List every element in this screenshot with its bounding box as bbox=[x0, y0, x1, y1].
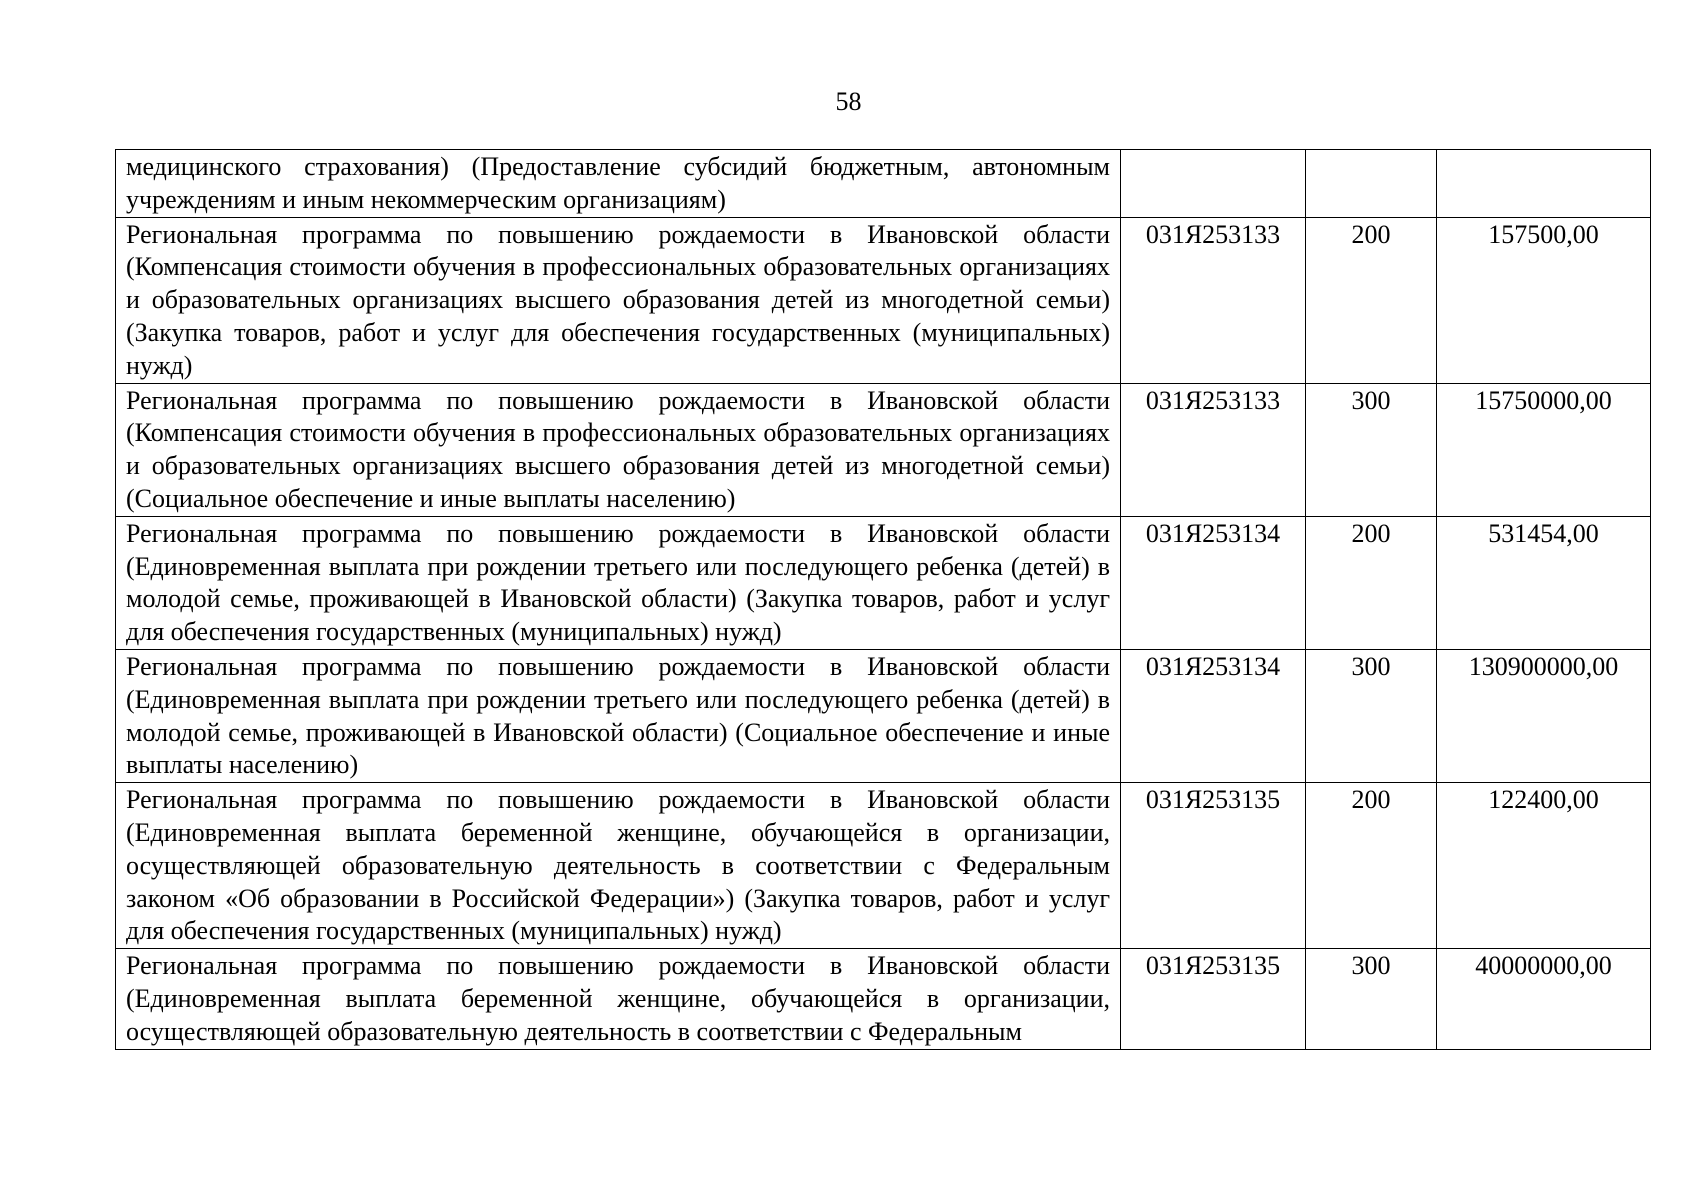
target-code-cell: 031Я253135 bbox=[1121, 949, 1306, 1049]
budget-table bbox=[115, 149, 1651, 1050]
table-row bbox=[116, 516, 1651, 649]
expense-type-cell: 300 bbox=[1306, 949, 1437, 1049]
table-row bbox=[116, 217, 1651, 383]
table-row bbox=[116, 949, 1651, 1049]
expense-name-cell: Региональная программа по повышению рождаемости в Ивановской области (Единовременная выплата беременной женщине, обучающейся в организации, осуществляющей образовательную деятельность в соответствии с Федеральным законом «Об образовании в Российской Федерации») (Закупка товаров, работ и услуг для обеспечения государственных (муниципальных) нужд) bbox=[116, 783, 1121, 949]
target-code-cell bbox=[1121, 150, 1306, 218]
expense-type-cell bbox=[1306, 150, 1437, 218]
amount-cell: 157500,00 bbox=[1437, 217, 1651, 383]
expense-type-cell: 200 bbox=[1306, 516, 1437, 649]
table-row bbox=[116, 783, 1651, 949]
table-row bbox=[116, 649, 1651, 782]
expense-name-cell: Региональная программа по повышению рождаемости в Ивановской области (Единовременная выплата беременной женщине, обучающейся в организации, осуществляющей образовательную деятельность в соответствии с Федеральным bbox=[116, 949, 1121, 1049]
page-number: 58 bbox=[835, 87, 862, 116]
expense-name-cell: Региональная программа по повышению рождаемости в Ивановской области (Единовременная выплата при рождении третьего или последующего ребенка (детей) в молодой семье, проживающей в Ивановской области) (Социальное обеспечение и иные выплаты населению) bbox=[116, 649, 1121, 782]
target-code-cell: 031Я253133 bbox=[1121, 383, 1306, 516]
amount-cell bbox=[1437, 150, 1651, 218]
target-code-cell: 031Я253133 bbox=[1121, 217, 1306, 383]
expense-type-cell: 300 bbox=[1306, 649, 1437, 782]
target-code-cell: 031Я253134 bbox=[1121, 516, 1306, 649]
expense-name-cell: Региональная программа по повышению рождаемости в Ивановской области (Компенсация стоимости обучения в профессиональных образовательных организациях и образовательных организациях высшего образования детей из многодетной семьи) (Социальное обеспечение и иные выплаты населению) bbox=[116, 383, 1121, 516]
target-code-cell: 031Я253135 bbox=[1121, 783, 1306, 949]
expense-name-cell: медицинского страхования) (Предоставление субсидий бюджетным, автономным учреждениям и иным некоммерческим организациям) bbox=[116, 150, 1121, 218]
table-row bbox=[116, 383, 1651, 516]
amount-cell: 15750000,00 bbox=[1437, 383, 1651, 516]
table-row bbox=[116, 150, 1651, 218]
expense-type-cell: 200 bbox=[1306, 783, 1437, 949]
expense-name-cell: Региональная программа по повышению рождаемости в Ивановской области (Компенсация стоимости обучения в профессиональных образовательных организациях и образовательных организациях высшего образования детей из многодетной семьи) (Закупка товаров, работ и услуг для обеспечения государственных (муниципальных) нужд) bbox=[116, 217, 1121, 383]
amount-cell: 130900000,00 bbox=[1437, 649, 1651, 782]
expense-type-cell: 300 bbox=[1306, 383, 1437, 516]
amount-cell: 40000000,00 bbox=[1437, 949, 1651, 1049]
expense-name-cell: Региональная программа по повышению рождаемости в Ивановской области (Единовременная выплата при рождении третьего или последующего ребенка (детей) в молодой семье, проживающей в Ивановской области) (Закупка товаров, работ и услуг для обеспечения государственных (муниципальных) нужд) bbox=[116, 516, 1121, 649]
expense-type-cell: 200 bbox=[1306, 217, 1437, 383]
target-code-cell: 031Я253134 bbox=[1121, 649, 1306, 782]
amount-cell: 531454,00 bbox=[1437, 516, 1651, 649]
amount-cell: 122400,00 bbox=[1437, 783, 1651, 949]
